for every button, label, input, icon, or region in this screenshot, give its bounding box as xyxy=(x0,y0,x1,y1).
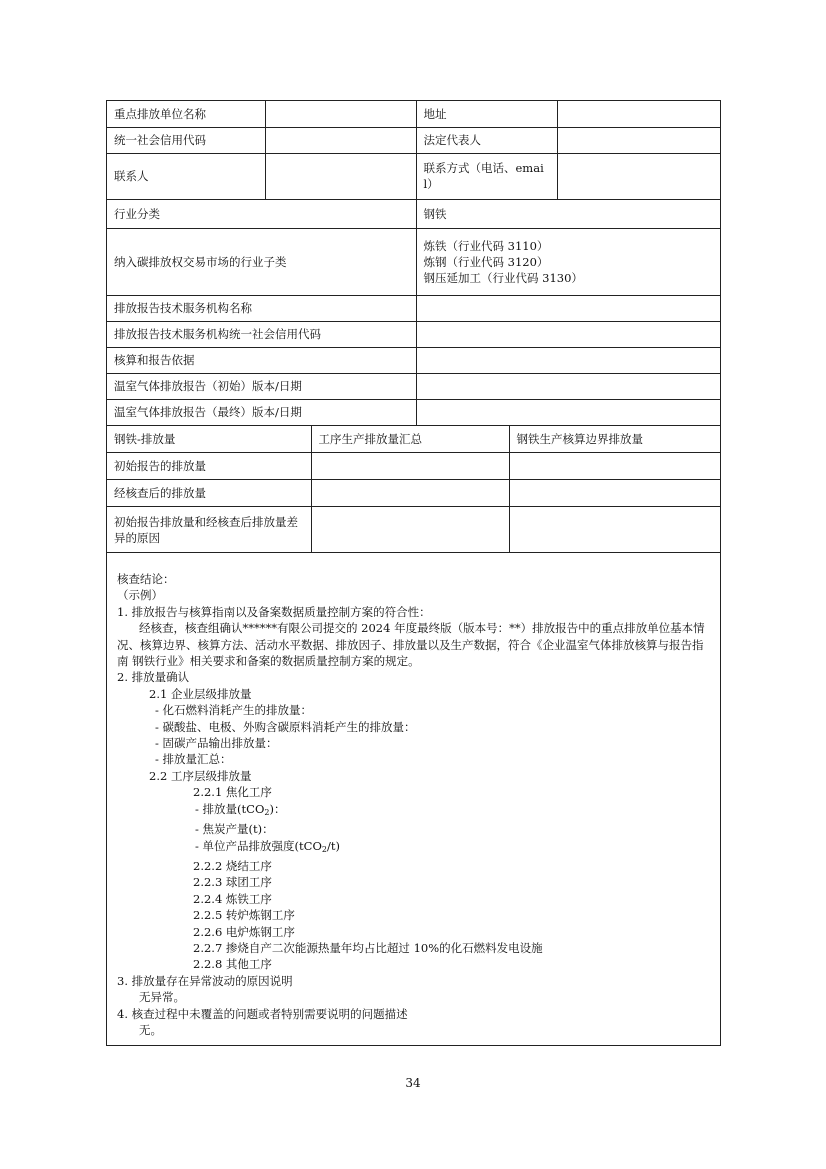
process-heading: 2.2.2 烧结工序 xyxy=(193,858,272,873)
subsector-label: 纳入碳排放权交易市场的行业子类 xyxy=(107,228,416,295)
basis-value xyxy=(416,347,720,373)
process-heading: 2.2.7 掺烧自产二次能源热量年均占比超过 10%的化石燃料发电设施 xyxy=(193,940,543,955)
section-text: 无。 xyxy=(139,1022,162,1037)
final-report-label: 温室气体排放报告（最终）版本/日期 xyxy=(107,399,416,425)
process-heading: 2.2.5 转炉炼钢工序 xyxy=(193,908,295,923)
legal-rep-label: 法定代表人 xyxy=(416,127,557,153)
credit-code-value xyxy=(265,127,416,153)
process-heading: 2.2.1 焦化工序 xyxy=(193,785,272,800)
emissions-row-label: 经核查后的排放量 xyxy=(107,480,311,507)
final-report-value xyxy=(416,399,720,425)
section-heading: 2. 排放量确认 xyxy=(117,670,190,685)
emissions-cell xyxy=(509,507,720,553)
list-item: - 固碳产品输出排放量： xyxy=(155,736,278,751)
process-heading: 2.2.4 炼铁工序 xyxy=(193,891,272,906)
initial-report-label: 温室气体排放报告（初始）版本/日期 xyxy=(107,373,416,399)
section-heading: 4. 核查过程中未覆盖的问题或者特别需要说明的问题描述 xyxy=(117,1006,408,1021)
process-heading: 2.2.3 球团工序 xyxy=(193,875,272,890)
subscript: 2 xyxy=(321,844,327,854)
emissions-header: 工序生产排放量汇总 xyxy=(311,426,509,453)
verification-conclusion xyxy=(107,553,720,1038)
emissions-cell xyxy=(311,453,509,480)
contact-value xyxy=(265,153,416,199)
basic-info-table xyxy=(107,101,720,426)
list-item: - 焦炭产量(t)： xyxy=(195,822,274,837)
subsector-item: 炼铁（行业代码 3110） xyxy=(423,238,549,253)
list-item: - 碳酸盐、电极、外购含碳原料消耗产生的排放量： xyxy=(155,719,416,734)
unit-name-value xyxy=(265,101,416,127)
process-heading: 2.2.6 电炉炼钢工序 xyxy=(193,924,295,939)
subsection-heading: 2.2 工序层级排放量 xyxy=(149,768,252,783)
subsector-values xyxy=(416,228,720,295)
emissions-row-label: 初始报告的排放量 xyxy=(107,453,311,480)
item-text: )： xyxy=(269,801,286,816)
item-text: /t) xyxy=(326,838,340,853)
address-label: 地址 xyxy=(416,101,557,127)
list-item xyxy=(117,801,720,821)
emissions-row-label: 初始报告排放量和经核查后排放量差异的原因 xyxy=(107,507,311,553)
subsection-heading: 2.1 企业层级排放量 xyxy=(149,686,252,701)
contact-label: 联系人 xyxy=(107,153,265,199)
contact-method-value xyxy=(557,153,720,199)
emissions-cell xyxy=(509,453,720,480)
agency-name-value xyxy=(416,295,720,321)
emissions-header: 钢铁-排放量 xyxy=(107,426,311,453)
basis-label: 核算和报告依据 xyxy=(107,347,416,373)
agency-name-label: 排放报告技术服务机构名称 xyxy=(107,295,416,321)
agency-code-value xyxy=(416,321,720,347)
page-number: 34 xyxy=(405,1076,421,1090)
industry-label: 行业分类 xyxy=(107,199,416,228)
unit-name-label: 重点排放单位名称 xyxy=(107,101,265,127)
conclusion-example: （示例） xyxy=(117,588,163,603)
section-text: 无异常。 xyxy=(139,990,185,1005)
section-heading: 1. 排放报告与核算指南以及备案数据质量控制方案的符合性： xyxy=(117,604,431,619)
list-item xyxy=(117,838,720,858)
subsector-item: 炼钢（行业代码 3120） xyxy=(423,254,549,269)
contact-method-label: 联系方式（电话、email） xyxy=(416,153,557,199)
address-value xyxy=(557,101,720,127)
section-heading: 3. 排放量存在异常波动的原因说明 xyxy=(117,973,293,988)
emissions-table xyxy=(107,426,720,554)
emissions-header: 钢铁生产核算边界排放量 xyxy=(509,426,720,453)
item-text: - 单位产品排放强度(tCO xyxy=(195,838,322,853)
initial-report-value xyxy=(416,373,720,399)
emissions-cell xyxy=(311,480,509,507)
credit-code-label: 统一社会信用代码 xyxy=(107,127,265,153)
subsector-item: 钢压延加工（行业代码 3130） xyxy=(423,270,583,285)
conclusion-title: 核查结论： xyxy=(117,572,175,586)
list-item: - 化石燃料消耗产生的排放量： xyxy=(155,703,313,718)
verification-form xyxy=(106,100,721,1046)
emissions-cell xyxy=(311,507,509,553)
legal-rep-value xyxy=(557,127,720,153)
agency-code-label: 排放报告技术服务机构统一社会信用代码 xyxy=(107,321,416,347)
item-text: - 排放量(tCO xyxy=(195,801,265,816)
subscript: 2 xyxy=(264,807,270,817)
list-item: - 排放量汇总： xyxy=(155,752,232,767)
industry-value: 钢铁 xyxy=(416,199,720,228)
process-heading: 2.2.8 其他工序 xyxy=(193,957,272,972)
emissions-cell xyxy=(509,480,720,507)
section-paragraph: 经核查，核查组确认******有限公司提交的 2024 年度最终版（版本号：**）排放报告中的重点排放单位基本情况、核算边界、核算方法、活动水平数据、排放因子、排放量以及生产数据，符合《企业温室气体排放核算与报告指南 钢铁行业》相关要求和备案的数据质量控制方案的规定。 xyxy=(117,621,705,669)
